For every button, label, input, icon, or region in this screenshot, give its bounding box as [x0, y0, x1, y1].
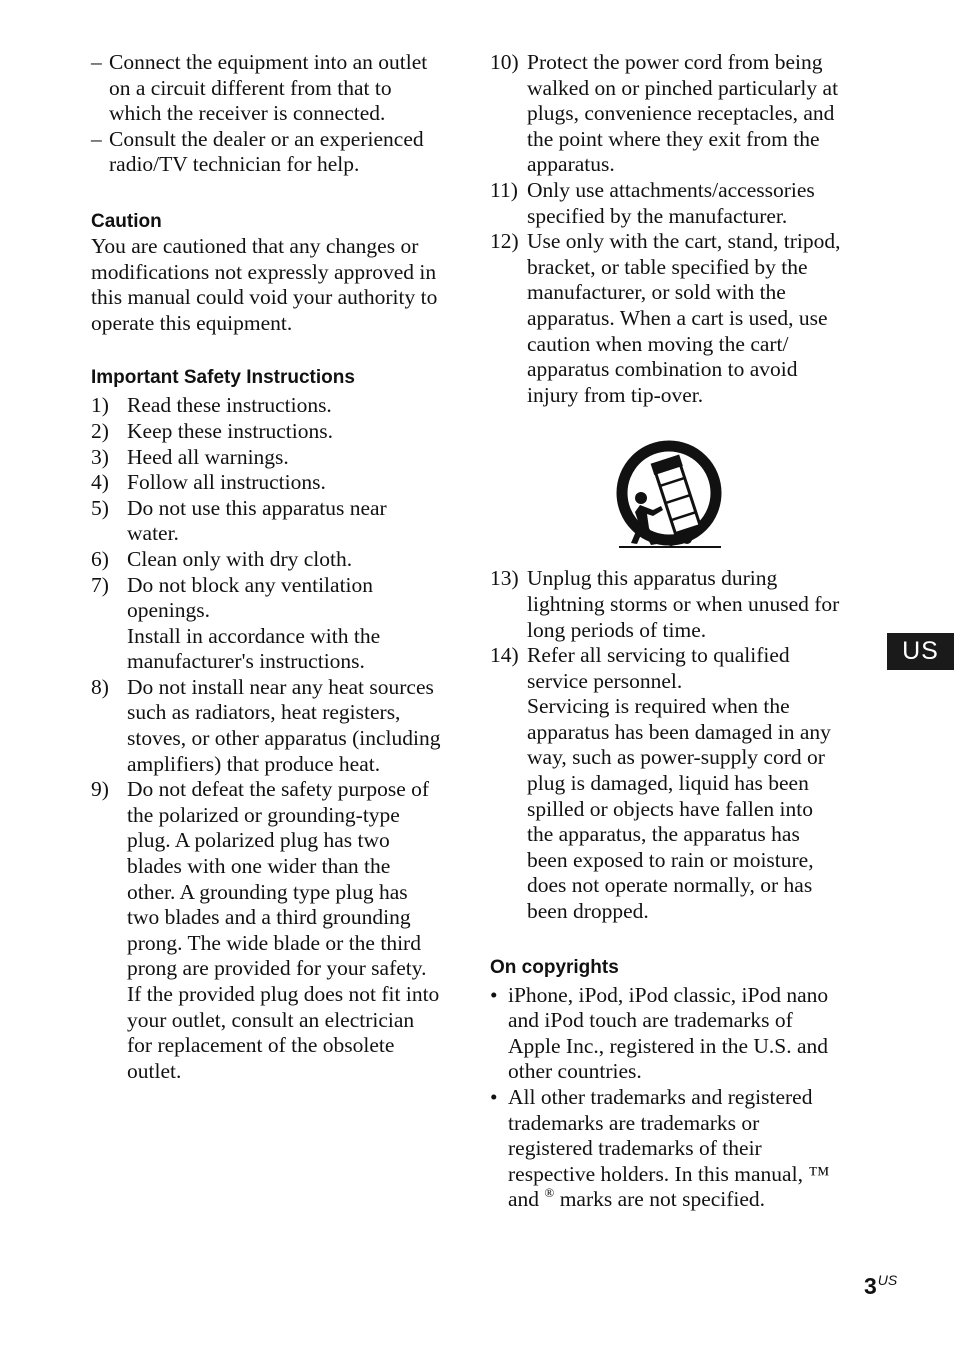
safety-heading: Important Safety Instructions	[91, 367, 355, 389]
list-item	[91, 419, 443, 445]
bullet-marker: •	[490, 982, 498, 1007]
list-item-text: Do not use this apparatus near water.	[127, 495, 387, 546]
list-item-text: Refer all servicing to qualified service personnel.	[527, 643, 790, 693]
list-item	[91, 50, 443, 127]
list-item	[91, 675, 443, 777]
list-item-text: Keep these instructions.	[127, 418, 333, 443]
list-item-text: Do not defeat the safety purpose of the polarized or grounding-type plug. A polarized plug has two blades with one wider than the other. A grounding type plug has two blades and a third grounding prong. The wide blade or the third prong are provided for your safety. If the provided plug does not fit into your outlet, consult an electrician for replacement of the obsolete outlet.	[127, 777, 440, 1083]
list-item-text: Clean only with dry cloth.	[127, 546, 353, 571]
list-item	[490, 643, 842, 925]
safety-instructions-list-end	[490, 566, 842, 924]
list-number: 2)	[91, 418, 109, 443]
list-number: 9)	[91, 777, 109, 802]
cart-tip-over-warning-icon	[607, 440, 725, 552]
list-number: 14)	[490, 643, 519, 668]
list-item-text: Consult the dealer or an experienced radio/TV technician for help.	[109, 126, 424, 177]
right-column	[490, 50, 842, 1213]
caution-text: You are cautioned that any changes or modifications not expressly approved in this manual could void your authority to operate this equipment.	[91, 233, 438, 335]
safety-instructions-list	[91, 393, 443, 1084]
list-item-text: Do not block any ventilation openings.	[127, 572, 374, 623]
caution-heading: Caution	[91, 210, 162, 232]
page-number-value: 3	[864, 1273, 877, 1299]
list-number: 5)	[91, 495, 109, 520]
list-number: 13)	[490, 566, 519, 591]
page-number-suffix: US	[877, 1272, 898, 1288]
list-item	[91, 393, 443, 419]
list-item	[490, 50, 842, 178]
list-item	[91, 445, 443, 471]
list-item	[91, 777, 443, 1084]
list-item-text: Heed all warnings.	[127, 444, 289, 469]
list-item-text: Connect the equipment into an outlet on a circuit different from that to which the receiver is connected.	[109, 50, 428, 126]
registered-mark: ®	[544, 1185, 555, 1201]
list-number: 6)	[91, 546, 109, 571]
list-number: 12)	[490, 229, 519, 254]
list-item-text: All other trademarks and registered trademarks are trademarks or registered trademarks of their respective holders. In this manual, ™ and	[508, 1085, 830, 1212]
copyrights-heading: On copyrights	[490, 956, 619, 978]
region-tab: US	[887, 633, 954, 670]
page-number	[864, 1266, 897, 1300]
list-number: 1)	[91, 393, 109, 418]
list-item	[91, 573, 443, 675]
list-number: 8)	[91, 674, 109, 699]
safety-instructions-list-continued	[490, 50, 842, 408]
left-column	[91, 50, 443, 1084]
list-item	[490, 229, 842, 408]
list-item-text: Do not install near any heat sources such as radiators, heat registers, stoves, or other apparatus (including amplifiers) that produce heat.	[127, 674, 441, 776]
list-item	[490, 178, 842, 229]
list-item	[490, 1085, 842, 1213]
list-item	[91, 496, 443, 547]
list-item-text: iPhone, iPod, iPod classic, iPod nano and iPod touch are trademarks of Apple Inc., registered in the U.S. and other countries.	[508, 982, 829, 1084]
list-item-text: Follow all instructions.	[127, 470, 326, 495]
list-number: 7)	[91, 572, 109, 597]
list-number: 11)	[490, 177, 518, 202]
list-item-text-tail: marks are not specified.	[559, 1187, 766, 1212]
list-number: 4)	[91, 470, 109, 495]
list-number: 3)	[91, 444, 109, 469]
list-item-text: Unplug this apparatus during lightning storms or when unused for long periods of time.	[527, 566, 840, 642]
list-item-text: Protect the power cord from being walked on or pinched particularly at plugs, convenience receptacles, and the point where they exit from the apparatus.	[527, 50, 839, 177]
list-item-text: Read these instructions.	[127, 393, 332, 418]
list-item-text: Use only with the cart, stand, tripod, bracket, or table specified by the manufacturer, or sold with the apparatus. When a cart is used, use caution when moving the cart/ apparatus combination to avoid injury from tip-over.	[527, 229, 841, 407]
list-item	[490, 983, 842, 1085]
list-item	[91, 470, 443, 496]
list-item-extra-text: Install in accordance with the manufacturer's instructions.	[127, 623, 381, 674]
list-item-text: Only use attachments/accessories specified by the manufacturer.	[527, 177, 815, 228]
list-item	[490, 566, 842, 643]
list-item	[91, 127, 443, 178]
list-item-extra-text: Servicing is required when the apparatus has been damaged in any way, such as power-supply cord or plug is damaged, liquid has been spilled or objects have fallen into the apparatus, the apparatus has been exposed to rain or moisture, does not operate normally, or has been dropped.	[527, 694, 831, 924]
dash-marker: –	[91, 126, 102, 151]
bullet-marker: •	[490, 1085, 498, 1109]
dash-marker: –	[91, 50, 102, 74]
list-item	[91, 547, 443, 573]
list-number: 10)	[490, 50, 519, 74]
